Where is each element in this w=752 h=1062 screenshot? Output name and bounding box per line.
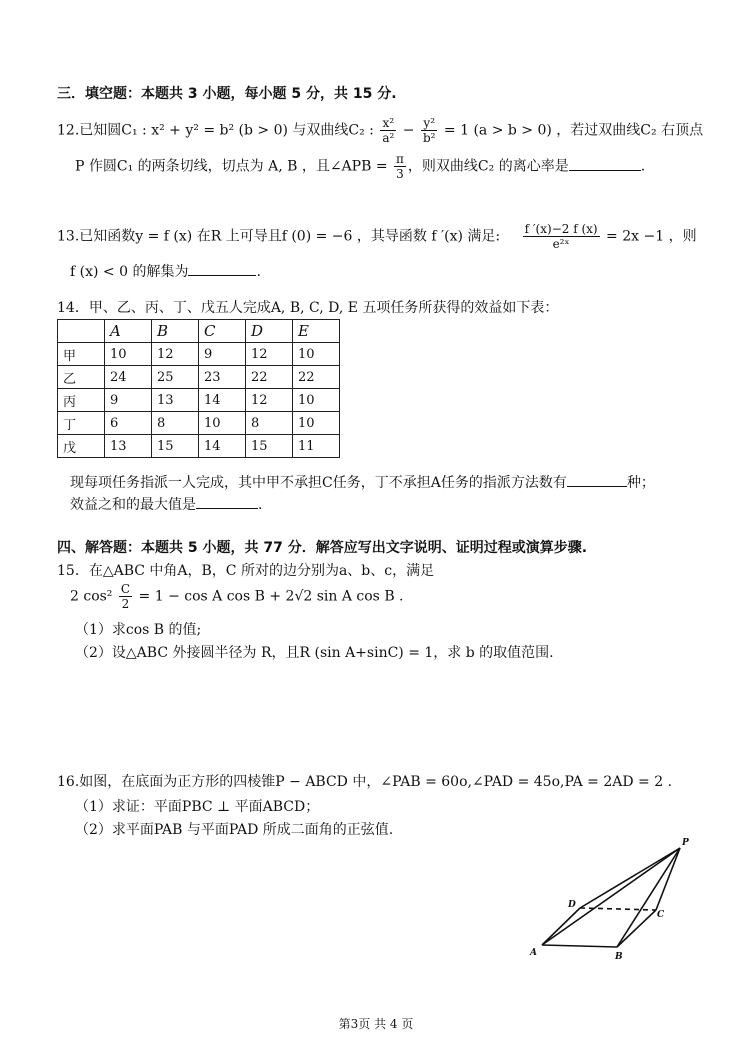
q16-line1: 16.如图，在底面为正方形的四棱锥P − ABCD 中，∠PAB = 60o,∠PAD = 45o,PA = 2AD = 2 .	[57, 774, 673, 790]
q16-part1: （1）求证：平面PBC ⊥ 平面ABCD；	[75, 799, 320, 815]
q12-text-c: = 1 (a > b > 0) ，若过双曲线C₂ 右顶点	[439, 122, 704, 139]
table-cell: 乙	[58, 366, 105, 389]
table-cell: 10	[293, 389, 340, 412]
page-footer: 第3页 共 4 页	[338, 1017, 414, 1031]
table-cell: 15	[152, 435, 199, 458]
q13-text-a: 13.已知函数y = f (x) 在R 上可导且f (0) = −6 ，其导函数 f ′(x) 满足:	[57, 228, 501, 245]
table-cell: 14	[199, 435, 246, 458]
label-p: P	[682, 838, 689, 848]
q12-line2: P 作圆C₁ 的两条切线，切点为 A, B ，且∠APB = $\frac{\pi}{3}$ ，则双曲线C₂ 的离心率是 .	[75, 152, 646, 181]
pyramid-figure	[525, 835, 695, 965]
table-row	[58, 435, 340, 458]
table-cell: 23	[199, 366, 246, 389]
label-c: C	[657, 910, 665, 920]
q14-line2: 效益之和的最大值是 .	[70, 494, 262, 515]
q15-part1: （1）求cos B 的值;	[75, 622, 202, 638]
table-cell: 11	[293, 435, 340, 458]
table-cell: 22	[246, 366, 293, 389]
q14-intro: 14．甲、乙、丙、丁、戊五人完成A, B, C, D, E 五项任务所获得的效益如下表：	[57, 300, 559, 316]
table-header-cell: A	[105, 320, 152, 343]
table-cell: 12	[246, 389, 293, 412]
table-cell: 24	[105, 366, 152, 389]
q12-frac-y: $\frac{\text{y²}}{\text{b²}}$	[422, 116, 436, 145]
q13-frac: $\frac{f '(x)-2 f (x)}{\text{e²ˣ}}$	[524, 222, 598, 251]
table-cell: 8	[152, 412, 199, 435]
table-cell: 22	[293, 366, 340, 389]
q12-line1: 12.已知圆C₁ : x² + y² = b² (b > 0) 与双曲线C₂ : $\frac{\text{x²}}{\text{a²}}$ − $\frac{\text{y²}}{\text{b²}}$ = 1 (a > b > 0) ，若过双曲线C₂ 右顶点	[57, 116, 704, 145]
table-row	[58, 366, 340, 389]
edge-pd	[580, 848, 680, 908]
table-cell: 丙	[58, 389, 105, 412]
q15-frac: $\frac{C}{2}$	[120, 582, 131, 611]
table-row	[58, 343, 340, 366]
table-cell: 13	[105, 435, 152, 458]
table-row	[58, 412, 340, 435]
q13-line2: f (x) < 0 的解集为 .	[70, 261, 261, 282]
label-b: B	[615, 952, 623, 962]
table-header-cell: C	[199, 320, 246, 343]
table-cell: 8	[246, 412, 293, 435]
q14-line1: 现每项任务指派一人完成，其中甲不承担C任务，丁不承担A任务的指派方法数有 种；	[70, 472, 655, 493]
table-cell: 丁	[58, 412, 105, 435]
table-header-cell	[58, 320, 105, 343]
q13-text-b: = 2x −1 ，则	[606, 228, 697, 245]
q14-count-blank[interactable]	[567, 472, 627, 487]
table-cell: 甲	[58, 343, 105, 366]
table-cell: 9	[105, 389, 152, 412]
q15-line1: 15．在△ABC 中角A，B，C 所对的边分别为a、b、c，满足	[57, 563, 435, 579]
table-cell: 6	[105, 412, 152, 435]
q14-text-a: 现每项任务指派一人完成，其中甲不承担C任务，丁不承担A任务的指派方法数有	[70, 475, 567, 491]
table-header-cell: D	[246, 320, 293, 343]
q12-text-d: P 作圆C₁ 的两条切线，切点为 A, B ，且∠APB =	[75, 158, 388, 175]
table-header-cell: B	[152, 320, 199, 343]
table-row	[58, 389, 340, 412]
edge-ab	[542, 945, 617, 947]
q12-frac-pi3: $\frac{\pi}{3}$	[396, 152, 404, 181]
benefit-table	[57, 319, 340, 458]
q15-part2: （2）设△ABC 外接圆半径为 R，且R (sin A+sinC) = 1，求 b 的取值范围.	[75, 645, 554, 661]
table-cell: 10	[105, 343, 152, 366]
q14-text-b: 效益之和的最大值是	[70, 497, 196, 513]
table-cell: 12	[246, 343, 293, 366]
q16-part2: （2）求平面PAB 与平面PAD 所成二面角的正弦值.	[75, 822, 394, 838]
section-3-heading: 三．填空题：本题共 3 小题，每小题 5 分，共 15 分.	[57, 86, 397, 102]
edge-pa	[542, 848, 680, 945]
q12-frac-x: $\frac{\text{x²}}{\text{a²}}$	[382, 116, 395, 145]
table-cell: 10	[293, 412, 340, 435]
table-cell: 25	[152, 366, 199, 389]
q12-text-e: ，则双曲线C₂ 的离心率是	[407, 158, 569, 175]
table-cell: 15	[246, 435, 293, 458]
table-cell: 12	[152, 343, 199, 366]
q13-answer-blank[interactable]	[188, 261, 256, 276]
edge-ad	[542, 908, 580, 945]
label-d: D	[568, 900, 576, 910]
table-header-cell: E	[293, 320, 340, 343]
q15-equation: 2 cos² $\frac{C}{2}$ = 1 − cos A cos B + 2√2 sin A cos B .	[70, 582, 404, 611]
q12-text-a: 12.已知圆C	[57, 122, 132, 139]
section-4-heading: 四、解答题：本题共 5 小题，共 77 分．解答应写出文字说明、证明过程或演算步骤.	[57, 540, 588, 556]
table-cell: 14	[199, 389, 246, 412]
edge-pb	[617, 848, 680, 947]
q12-answer-blank[interactable]	[569, 156, 641, 171]
q13-text-c: f (x) < 0 的解集为	[70, 264, 189, 280]
table-header-row	[58, 320, 340, 343]
table-cell: 9	[199, 343, 246, 366]
q14-max-blank[interactable]	[196, 494, 258, 509]
table-cell: 10	[199, 412, 246, 435]
q13-line1	[57, 222, 697, 252]
table-cell: 10	[293, 343, 340, 366]
q12-text-b: ₁ : x² + y² = b² (b > 0) 与双曲线C₂ :	[131, 122, 374, 139]
table-cell: 13	[152, 389, 199, 412]
label-a: A	[530, 948, 537, 958]
table-cell: 戊	[58, 435, 105, 458]
